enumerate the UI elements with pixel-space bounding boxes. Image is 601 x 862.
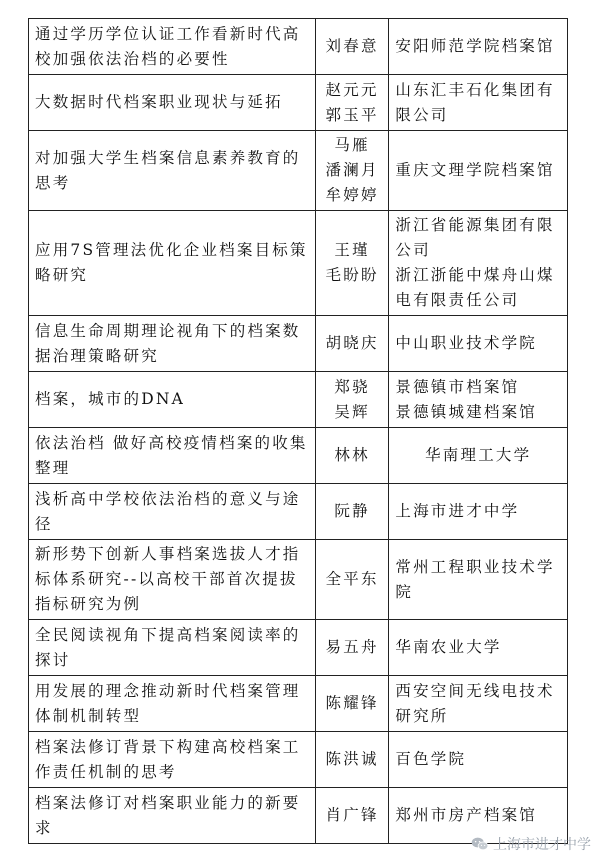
wechat-icon xyxy=(471,836,489,852)
organization-name: 景德镇城建档案馆 xyxy=(395,402,538,421)
paper-authors xyxy=(315,484,389,540)
organization-name: 常州工程职业技术学院 xyxy=(395,557,555,601)
paper-authors xyxy=(315,428,389,484)
author-name: 王瑾 xyxy=(334,241,370,259)
watermark-text: 上海市进才中学 xyxy=(493,837,591,853)
paper-organization xyxy=(389,540,568,620)
paper-organization xyxy=(389,620,568,676)
table-row xyxy=(29,316,568,372)
watermark xyxy=(471,834,591,854)
paper-authors xyxy=(315,372,389,428)
paper-organization xyxy=(389,211,568,316)
author-name: 赵元元 xyxy=(325,80,379,99)
author-name: 牟婷婷 xyxy=(325,186,379,204)
paper-title: 对加强大学生档案信息素养教育的思考 xyxy=(29,131,316,211)
paper-title: 全民阅读视角下提高档案阅读率的探讨 xyxy=(29,620,316,676)
author-name: 陈洪诚 xyxy=(325,750,379,768)
paper-organization xyxy=(389,372,568,428)
organization-name: 上海市进才中学 xyxy=(395,502,520,520)
organization-name: 景德镇市档案馆 xyxy=(395,377,520,396)
table-row xyxy=(29,428,568,484)
table-row xyxy=(29,372,568,428)
author-name: 陈耀锋 xyxy=(325,694,379,712)
author-name: 郭玉平 xyxy=(325,105,379,124)
paper-authors xyxy=(315,676,389,732)
table-row xyxy=(29,540,568,620)
paper-list-table xyxy=(28,18,568,844)
paper-authors xyxy=(315,131,389,211)
author-name: 林林 xyxy=(334,446,370,464)
paper-organization xyxy=(389,428,568,484)
paper-authors xyxy=(315,316,389,372)
paper-title: 新形势下创新人事档案选拔人才指标体系研究--以高校干部首次提拔指标研究为例 xyxy=(29,540,316,620)
paper-organization xyxy=(389,131,568,211)
paper-title: 应用7S管理法优化企业档案目标策略研究 xyxy=(29,211,316,316)
table-row xyxy=(29,620,568,676)
author-name: 刘春意 xyxy=(325,37,379,55)
paper-title: 大数据时代档案职业现状与延拓 xyxy=(29,75,316,131)
paper-authors xyxy=(315,540,389,620)
table-row xyxy=(29,19,568,75)
table-row xyxy=(29,75,568,131)
author-name: 胡晓庆 xyxy=(325,334,379,352)
organization-name: 郑州市房产档案馆 xyxy=(395,806,538,824)
paper-organization xyxy=(389,75,568,131)
paper-authors xyxy=(315,75,389,131)
table-row xyxy=(29,484,568,540)
table-row xyxy=(29,732,568,788)
author-name: 易五舟 xyxy=(325,638,379,656)
author-name: 肖广锋 xyxy=(325,806,379,824)
paper-title: 依法治档 做好高校疫情档案的收集整理 xyxy=(29,428,316,484)
organization-name: 浙江省能源集团有限公司 xyxy=(395,216,555,259)
paper-organization xyxy=(389,19,568,75)
paper-title: 通过学历学位认证工作看新时代高校加强依法治档的必要性 xyxy=(29,19,316,75)
organization-name: 浙江浙能中煤舟山煤电有限责任公司 xyxy=(395,266,555,309)
paper-organization xyxy=(389,676,568,732)
paper-authors xyxy=(315,620,389,676)
organization-name: 西安空间无线电技术研究所 xyxy=(395,681,555,725)
organization-name: 中山职业技术学院 xyxy=(395,334,538,352)
author-name: 吴辉 xyxy=(334,402,370,421)
paper-organization xyxy=(389,732,568,788)
author-name: 马雁 xyxy=(334,136,370,154)
organization-name: 华南农业大学 xyxy=(395,638,502,656)
paper-title: 用发展的理念推动新时代档案管理体制机制转型 xyxy=(29,676,316,732)
paper-title: 档案法修订背景下构建高校档案工作责任机制的思考 xyxy=(29,732,316,788)
paper-authors xyxy=(315,788,389,844)
author-name: 毛盼盼 xyxy=(325,266,379,284)
paper-title: 浅析高中学校依法治档的意义与途径 xyxy=(29,484,316,540)
paper-title: 档案，城市的DNA xyxy=(29,372,316,428)
paper-authors xyxy=(315,211,389,316)
paper-authors xyxy=(315,19,389,75)
paper-authors xyxy=(315,732,389,788)
paper-title: 信息生命周期理论视角下的档案数据治理策略研究 xyxy=(29,316,316,372)
organization-name: 百色学院 xyxy=(395,750,467,768)
table-row xyxy=(29,131,568,211)
paper-organization xyxy=(389,484,568,540)
author-name: 阮静 xyxy=(334,502,370,520)
organization-name: 山东汇丰石化集团有限公司 xyxy=(395,80,555,124)
table-row xyxy=(29,211,568,316)
author-name: 郑骁 xyxy=(334,377,370,396)
paper-organization xyxy=(389,316,568,372)
paper-title: 档案法修订对档案职业能力的新要求 xyxy=(29,788,316,844)
organization-name: 华南理工大学 xyxy=(425,446,532,464)
organization-name: 安阳师范学院档案馆 xyxy=(395,37,555,55)
author-name: 全平东 xyxy=(325,570,379,588)
organization-name: 重庆文理学院档案馆 xyxy=(395,161,555,179)
table-row xyxy=(29,676,568,732)
author-name: 潘澜月 xyxy=(325,161,379,179)
